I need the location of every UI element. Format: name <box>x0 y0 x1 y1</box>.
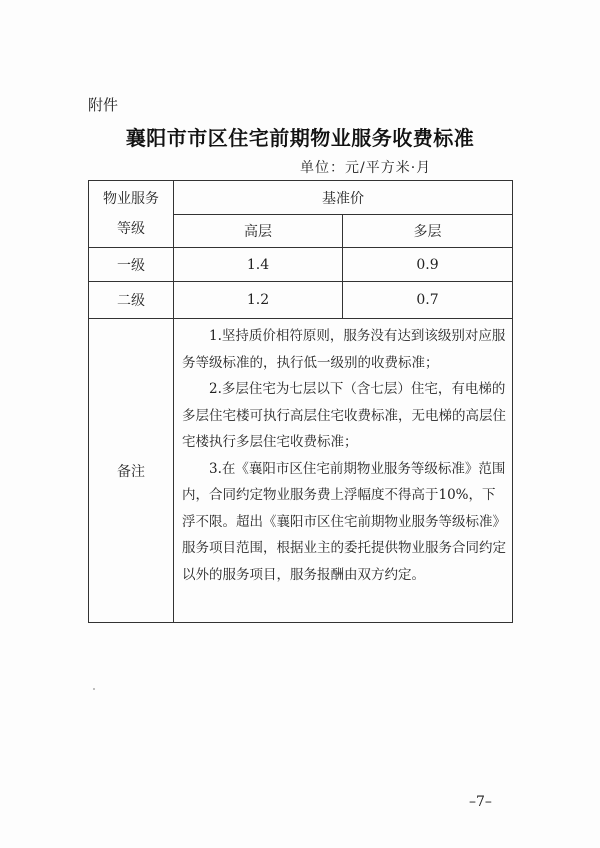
high-rise-price: 1.4 <box>174 248 343 282</box>
multi-storey-price: 0.9 <box>343 248 513 282</box>
page-title: 襄阳市市区住宅前期物业服务收费标准 <box>125 126 475 150</box>
fee-standard-table <box>88 180 513 623</box>
table-row <box>89 282 513 319</box>
high-rise-header: 高层 <box>174 215 343 248</box>
remark-item: 3.在《襄阳市区住宅前期物业服务等级标准》范围内，合同约定物业服务费上浮幅度不得高于10%，下浮不限。超出《襄阳市区住宅前期物业服务等级标准》服务项目范围，根据业主的委托提供物业服务合同约定以外的服务项目，服务报酬由双方约定。 <box>182 460 506 583</box>
table-row <box>89 248 513 282</box>
grade-header-cell <box>89 181 174 248</box>
grade-cell: 二级 <box>89 282 174 319</box>
multi-storey-price: 0.7 <box>343 282 513 319</box>
grade-header-line1: 物业服务 <box>103 191 159 207</box>
multi-storey-header: 多层 <box>343 215 513 248</box>
remark-item: 2.多层住宅为七层以下（含七层）住宅，有电梯的多层住宅楼可执行高层住宅收费标准，无电梯的高层住宅楼执行多层住宅收费标准； <box>182 381 506 450</box>
unit-label: 单位：元/平方米·月 <box>300 160 432 176</box>
grade-header-line2: 等级 <box>117 221 145 237</box>
remark-item: 1.坚持质价相符原则，服务没有达到该级别对应服务等级标准的，执行低一级别的收费标准； <box>182 328 506 371</box>
base-price-header: 基准价 <box>174 181 513 215</box>
attachment-label: 附件 <box>88 96 119 114</box>
high-rise-price: 1.2 <box>174 282 343 319</box>
remarks-label: 备注 <box>89 319 174 623</box>
scan-speck <box>93 688 95 690</box>
remarks-content <box>174 319 513 623</box>
grade-cell: 一级 <box>89 248 174 282</box>
page-number: –7– <box>469 794 492 810</box>
